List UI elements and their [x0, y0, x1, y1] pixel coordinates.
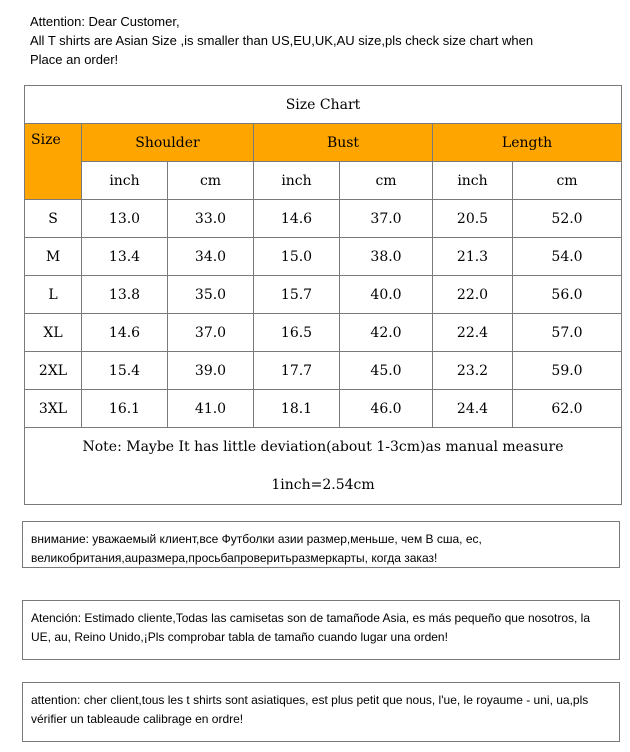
- attention-line-3: Place an order!: [30, 52, 119, 67]
- value-cell: 17.7: [254, 352, 340, 390]
- value-cell: 16.5: [254, 314, 340, 352]
- size-column-header: Size: [25, 124, 82, 200]
- value-cell: 35.0: [168, 276, 254, 314]
- value-cell: 62.0: [513, 390, 622, 428]
- value-cell: 37.0: [340, 200, 433, 238]
- attention-line-1: Attention: Dear Customer,: [30, 14, 180, 29]
- value-cell: 13.4: [82, 238, 168, 276]
- note-cell: [25, 428, 622, 505]
- value-cell: 13.0: [82, 200, 168, 238]
- unit-header: cm: [513, 162, 622, 200]
- value-cell: 20.5: [433, 200, 513, 238]
- value-cell: 22.0: [433, 276, 513, 314]
- unit-header: cm: [168, 162, 254, 200]
- unit-header: inch: [254, 162, 340, 200]
- french-notice-box: [22, 682, 620, 742]
- size-cell: 2XL: [25, 352, 82, 390]
- value-cell: 34.0: [168, 238, 254, 276]
- value-cell: 37.0: [168, 314, 254, 352]
- size-cell: 3XL: [25, 390, 82, 428]
- value-cell: 52.0: [513, 200, 622, 238]
- chart-title: Size Chart: [25, 86, 622, 124]
- value-cell: 23.2: [433, 352, 513, 390]
- value-cell: 18.1: [254, 390, 340, 428]
- table-row: [25, 276, 622, 314]
- value-cell: 21.3: [433, 238, 513, 276]
- table-row: [25, 390, 622, 428]
- value-cell: 14.6: [82, 314, 168, 352]
- value-cell: 15.4: [82, 352, 168, 390]
- value-cell: 22.4: [433, 314, 513, 352]
- size-cell: S: [25, 200, 82, 238]
- russian-notice-box: [22, 521, 620, 568]
- value-cell: 59.0: [513, 352, 622, 390]
- value-cell: 15.7: [254, 276, 340, 314]
- table-row: [25, 200, 622, 238]
- value-cell: 15.0: [254, 238, 340, 276]
- table-row: [25, 314, 622, 352]
- table-row: [25, 352, 622, 390]
- unit-header: cm: [340, 162, 433, 200]
- group-header-shoulder: Shoulder: [82, 124, 254, 162]
- size-cell: L: [25, 276, 82, 314]
- deviation-note: Note: Maybe It has little deviation(about 1-3cm)as manual measure: [82, 439, 564, 455]
- french-notice-text: attention: cher client,tous les t shirts sont asiatiques, est plus petit que nous, l'ue, le royaume - uni, ua,pls vérifier un tableaude calibrage en ordre!: [31, 693, 589, 726]
- value-cell: 39.0: [168, 352, 254, 390]
- unit-header: inch: [433, 162, 513, 200]
- value-cell: 14.6: [254, 200, 340, 238]
- value-cell: 42.0: [340, 314, 433, 352]
- conversion-note: 1inch=2.54cm: [271, 477, 375, 493]
- value-cell: 38.0: [340, 238, 433, 276]
- table-row: [25, 238, 622, 276]
- value-cell: 54.0: [513, 238, 622, 276]
- value-cell: 16.1: [82, 390, 168, 428]
- attention-line-2: All T shirts are Asian Size ,is smaller than US,EU,UK,AU size,pls check size chart when: [30, 33, 534, 48]
- spanish-notice-text: Atención: Estimado cliente,Todas las camisetas son de tamañode Asia, es más pequeño que nosotros, la UE, au, Reino Unido,¡Pls comprobar tabla de tamaño cuando lugar una orden!: [31, 611, 590, 644]
- value-cell: 33.0: [168, 200, 254, 238]
- value-cell: 57.0: [513, 314, 622, 352]
- attention-header: [30, 12, 620, 69]
- russian-notice-text: внимание: уважаемый клиент,все Футболки азии размер,меньше, чем В сша, ес, великобритания,аuразмера,просьбапроверитьразмеркарты, когда заказ!: [31, 532, 482, 565]
- group-header-bust: Bust: [254, 124, 433, 162]
- size-cell: XL: [25, 314, 82, 352]
- size-chart-table: [24, 85, 622, 505]
- value-cell: 13.8: [82, 276, 168, 314]
- spanish-notice-box: [22, 600, 620, 660]
- value-cell: 46.0: [340, 390, 433, 428]
- value-cell: 24.4: [433, 390, 513, 428]
- value-cell: 41.0: [168, 390, 254, 428]
- value-cell: 40.0: [340, 276, 433, 314]
- group-header-length: Length: [433, 124, 622, 162]
- value-cell: 45.0: [340, 352, 433, 390]
- size-cell: M: [25, 238, 82, 276]
- value-cell: 56.0: [513, 276, 622, 314]
- unit-header: inch: [82, 162, 168, 200]
